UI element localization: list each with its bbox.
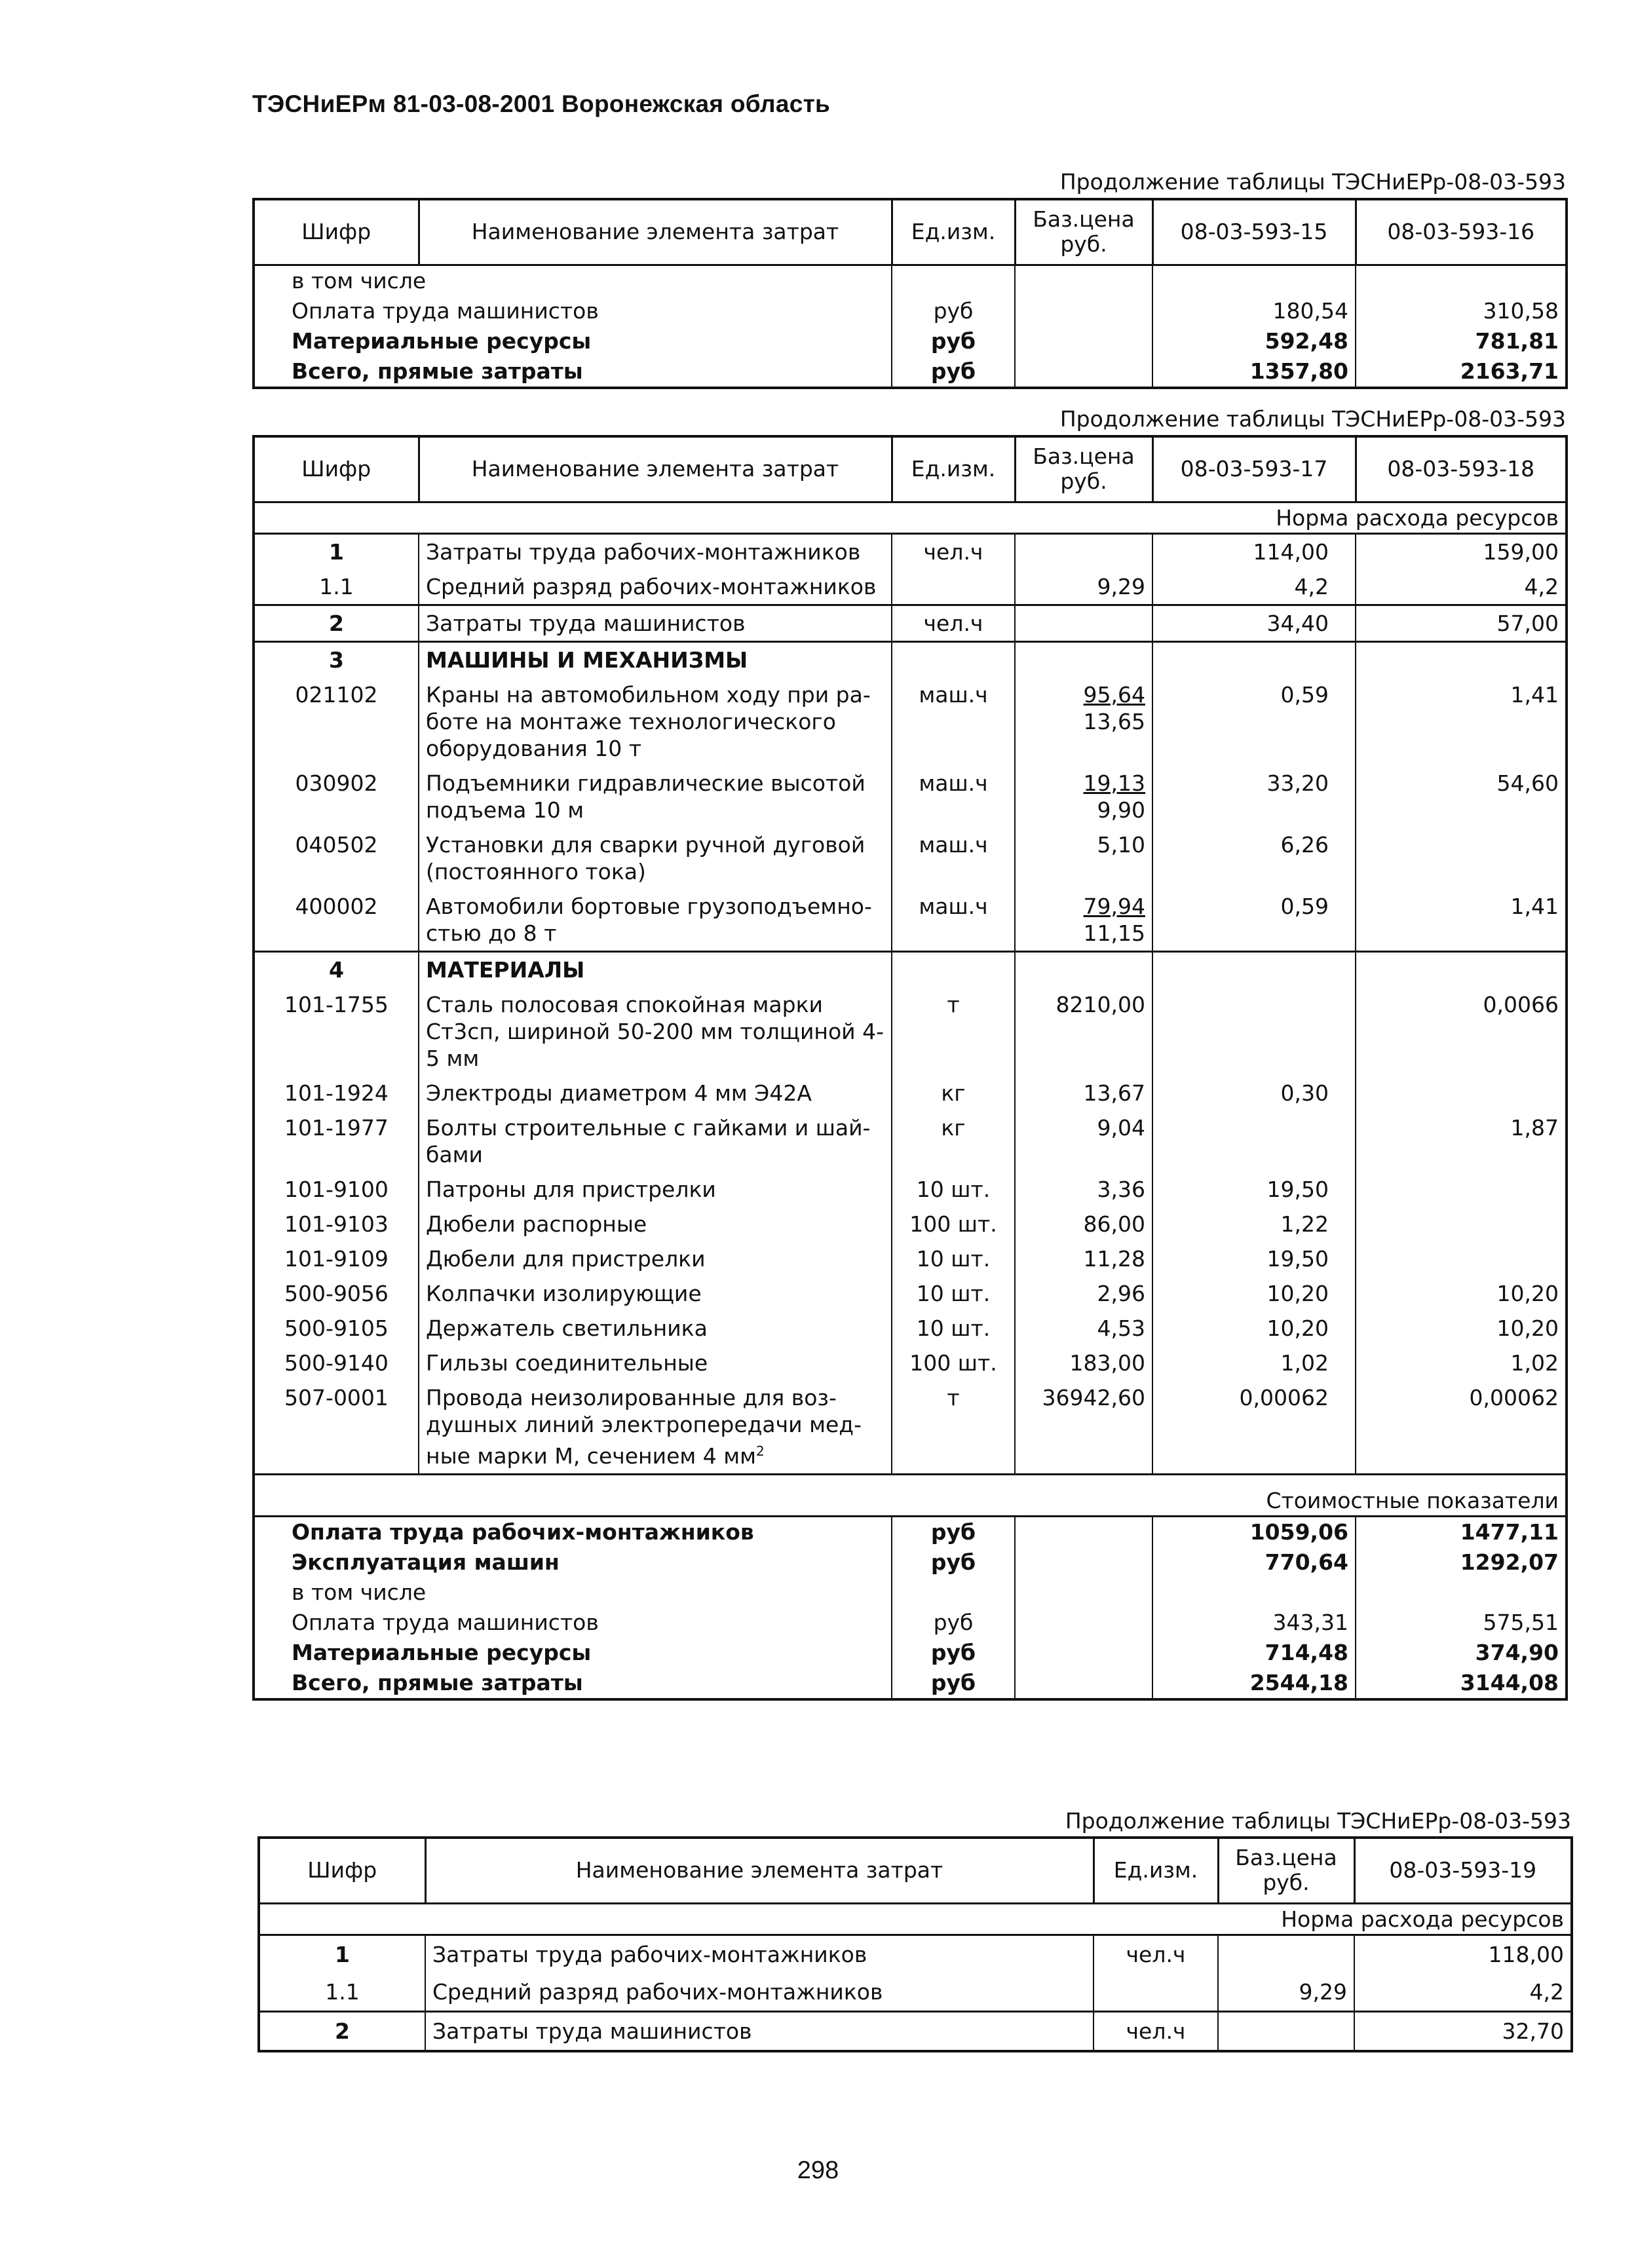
row-value-b: 10,20 <box>1356 1276 1567 1311</box>
table-row <box>254 1346 1567 1380</box>
summary-price <box>1015 1608 1152 1638</box>
table-row <box>254 1172 1567 1207</box>
summary-label: Оплата труда рабочих-монтажников <box>254 1516 892 1547</box>
row-code: 1.1 <box>319 573 354 599</box>
table-593-17-18 <box>252 435 1568 1701</box>
row-value-b: 1,02 <box>1356 1346 1567 1380</box>
row-unit: чел.ч <box>892 605 1015 641</box>
row-price-main: 11,28 <box>1083 1245 1145 1272</box>
table-row <box>254 641 1567 677</box>
continuation-label: Продолжение таблицы ТЭСНиЕРр-08-03-593 <box>1065 1808 1571 1834</box>
row-name <box>419 1380 892 1475</box>
row-unit: маш.ч <box>892 766 1015 827</box>
row-price-main: 9,29 <box>1097 573 1145 599</box>
summary-value-a: 343,31 <box>1152 1608 1356 1638</box>
row-name-text: Держатель светильника <box>426 1315 708 1341</box>
table-row <box>259 1935 1572 1973</box>
row-code: 101-9103 <box>284 1211 389 1237</box>
header-col-a: 08-03-593-17 <box>1152 436 1356 502</box>
row-value-b: 1,87 <box>1356 1110 1567 1172</box>
table-row <box>254 1380 1567 1475</box>
row-value-b <box>1356 951 1567 987</box>
summary-value-a: 592,48 <box>1152 326 1356 356</box>
summary-value-a: 2544,18 <box>1152 1668 1356 1699</box>
row-base-price <box>1015 1380 1152 1475</box>
table-row <box>259 1973 1572 2012</box>
row-unit: 10 шт. <box>892 1241 1015 1276</box>
row-value-b: 4,2 <box>1356 569 1567 605</box>
header-code: Шифр <box>254 199 419 265</box>
table-row <box>254 1241 1567 1276</box>
row-value-b <box>1356 1172 1567 1207</box>
summary-value-a <box>1152 1578 1356 1608</box>
row-value-a: 10,20 <box>1152 1276 1356 1311</box>
summary-label: в том числе <box>292 1579 427 1605</box>
continuation-label: Продолжение таблицы ТЭСНиЕРр-08-03-593 <box>1059 406 1566 432</box>
row-name <box>419 987 892 1076</box>
row-value-b: 10,20 <box>1356 1311 1567 1346</box>
row-name-text: МАТЕРИАЛЫ <box>426 956 585 983</box>
row-base-price <box>1015 1207 1152 1241</box>
summary-value-b: 1292,07 <box>1356 1547 1567 1578</box>
row-unit: кг <box>892 1110 1015 1172</box>
row-value-a <box>1152 987 1356 1076</box>
summary-label: в том числе <box>254 265 892 296</box>
summary-row <box>254 1608 1567 1638</box>
table-row <box>254 605 1567 641</box>
row-code: 1 <box>259 1935 425 1973</box>
row-name <box>419 1276 892 1311</box>
row-value-b <box>1356 641 1567 677</box>
summary-label: Всего, прямые затраты <box>292 1669 583 1695</box>
row-code: 101-9100 <box>284 1176 389 1202</box>
summary-unit: руб <box>892 356 1015 388</box>
summary-value-a: 770,64 <box>1152 1547 1356 1578</box>
row-name-text: Затраты труда рабочих-монтажников <box>426 539 861 565</box>
summary-price <box>1015 1516 1152 1547</box>
row-value-b: 159,00 <box>1356 533 1567 569</box>
row-unit: маш.ч <box>892 827 1015 889</box>
row-price-main: 3,36 <box>1097 1176 1145 1202</box>
row-value-a: 0,59 <box>1152 889 1356 952</box>
summary-unit: руб <box>892 1638 1015 1668</box>
row-unit: чел.ч <box>1094 2011 1218 2051</box>
row-price-sub: 13,65 <box>1083 708 1145 734</box>
header-unit: Ед.изм. <box>892 199 1015 265</box>
summary-price <box>1015 356 1152 388</box>
summary-label: Материальные ресурсы <box>292 1639 592 1665</box>
summary-value-b <box>1356 1578 1567 1608</box>
row-unit: чел.ч <box>1094 1935 1218 1973</box>
row-code: 4 <box>254 951 419 987</box>
row-price-main: 13,67 <box>1083 1080 1145 1106</box>
row-value-b: 57,00 <box>1356 605 1567 641</box>
row-value-a <box>1152 951 1356 987</box>
header-code: Шифр <box>259 1838 425 1903</box>
row-unit: 100 шт. <box>892 1346 1015 1380</box>
table-593-19 <box>257 1836 1573 2052</box>
summary-value-a: 1059,06 <box>1152 1516 1356 1547</box>
row-name-text: Провода неизолированные для воз-душных линий электропередачи мед-ные марки М, сечением 4 мм <box>426 1384 862 1469</box>
summary-price <box>1015 1578 1152 1608</box>
row-unit: 10 шт. <box>892 1276 1015 1311</box>
table-593-15-16 <box>252 198 1568 389</box>
table-row <box>254 951 1567 987</box>
summary-price <box>1015 1638 1152 1668</box>
summary-unit <box>892 1578 1015 1608</box>
summary-row <box>254 326 1567 356</box>
norm-label: Норма расхода ресурсов <box>254 502 1567 533</box>
row-value-a <box>1152 1110 1356 1172</box>
table-row <box>254 1110 1567 1172</box>
row-name <box>419 827 892 889</box>
row-unit <box>1094 1973 1218 2012</box>
row-price-sub: 11,15 <box>1083 920 1145 946</box>
row-name-text: Дюбели распорные <box>426 1211 647 1237</box>
row-name <box>419 1076 892 1110</box>
row-value-a: 114,00 <box>1152 533 1356 569</box>
row-name <box>419 889 892 952</box>
summary-label: Оплата труда машинистов <box>292 1609 599 1635</box>
row-code: 030902 <box>295 770 378 796</box>
row-name <box>419 766 892 827</box>
row-code: 3 <box>254 641 419 677</box>
row-code: 400002 <box>295 893 378 919</box>
summary-row <box>254 356 1567 388</box>
row-value-b <box>1356 827 1567 889</box>
summary-row <box>254 265 1567 296</box>
summary-label: Всего, прямые затраты <box>292 358 583 384</box>
row-name-text: Колпачки изолирующие <box>426 1280 702 1306</box>
norm-label: Норма расхода ресурсов <box>259 1903 1572 1935</box>
header-col-b: 08-03-593-16 <box>1356 199 1567 265</box>
row-base-price <box>1015 1241 1152 1276</box>
row-name <box>419 605 892 641</box>
header-col-a: 08-03-593-15 <box>1152 199 1356 265</box>
row-value-a: 19,50 <box>1152 1172 1356 1207</box>
row-base-price <box>1015 1346 1152 1380</box>
summary-value-b: 575,51 <box>1356 1608 1567 1638</box>
header-unit: Ед.изм. <box>892 436 1015 502</box>
row-unit: чел.ч <box>892 533 1015 569</box>
row-name-text: Электроды диаметром 4 мм Э42А <box>426 1080 812 1106</box>
table-row <box>254 1311 1567 1346</box>
summary-value-b: 310,58 <box>1356 296 1567 326</box>
row-name-text: Гильзы соединительные <box>426 1350 708 1376</box>
row-value-a: 118,00 <box>1354 1935 1572 1973</box>
row-unit: кг <box>892 1076 1015 1110</box>
header-base-price: Баз.цена руб. <box>1218 1838 1354 1903</box>
row-code: 2 <box>254 605 419 641</box>
table-row <box>259 2011 1572 2051</box>
row-name-text: Болты строительные с гайками и шай-бами <box>426 1114 871 1167</box>
row-value-a: 0,59 <box>1152 677 1356 766</box>
row-price-main: 8210,00 <box>1056 991 1145 1017</box>
row-name <box>419 951 892 987</box>
summary-price <box>1015 1547 1152 1578</box>
summary-label: Эксплуатация машин <box>292 1549 560 1575</box>
row-code: 1 <box>254 533 419 569</box>
page-number: 298 <box>797 2157 839 2184</box>
row-name <box>419 1172 892 1207</box>
row-code: 040502 <box>295 831 378 858</box>
continuation-label: Продолжение таблицы ТЭСНиЕРр-08-03-593 <box>1059 169 1566 195</box>
summary-row <box>254 1668 1567 1699</box>
row-base-price <box>1015 569 1152 605</box>
row-name <box>419 1311 892 1346</box>
row-price-main: 95,64 <box>1083 681 1145 708</box>
row-unit: 10 шт. <box>892 1172 1015 1207</box>
summary-value-b <box>1356 265 1567 296</box>
summary-value-a: 714,48 <box>1152 1638 1356 1668</box>
row-value-a: 4,2 <box>1152 569 1356 605</box>
row-price-main: 4,53 <box>1097 1315 1145 1341</box>
row-unit <box>892 569 1015 605</box>
row-base-price <box>1015 1110 1152 1172</box>
row-base-price <box>1015 1172 1152 1207</box>
row-name <box>419 1110 892 1172</box>
cost-label: Стоимостные показатели <box>254 1474 1567 1516</box>
row-base-price <box>1015 1076 1152 1110</box>
row-name-text: МАШИНЫ И МЕХАНИЗМЫ <box>426 647 748 673</box>
row-value-b <box>1356 1207 1567 1241</box>
row-value-b: 1,41 <box>1356 677 1567 766</box>
summary-price <box>1015 326 1152 356</box>
header-col-a: 08-03-593-19 <box>1354 1838 1572 1903</box>
row-value-a: 19,50 <box>1152 1241 1356 1276</box>
table-row <box>254 766 1567 827</box>
row-value-a: 1,22 <box>1152 1207 1356 1241</box>
row-unit: 100 шт. <box>892 1207 1015 1241</box>
row-name-text: Затраты труда машинистов <box>426 610 746 636</box>
cost-label-row <box>254 1474 1567 1516</box>
row-unit: 10 шт. <box>892 1311 1015 1346</box>
row-base-price <box>1015 951 1152 987</box>
summary-unit: руб <box>892 296 1015 326</box>
row-name: Средний разряд рабочих-монтажников <box>425 1973 1094 2012</box>
row-price-main: 5,10 <box>1097 831 1145 858</box>
row-base-price <box>1218 1935 1354 1973</box>
row-name-text: Краны на автомобильном ходу при ра-боте на монтаже технологического оборудования 10 т <box>426 681 871 761</box>
row-name-text: Установки для сварки ручной дуговой (постоянного тока) <box>426 831 866 884</box>
row-code: 021102 <box>295 681 378 708</box>
row-code: 101-1977 <box>284 1114 389 1141</box>
table-row <box>254 533 1567 569</box>
row-price-main: 79,94 <box>1083 893 1145 919</box>
row-price-main: 9,04 <box>1097 1114 1145 1141</box>
header-name: Наименование элемента затрат <box>419 436 892 502</box>
row-price-main: 2,96 <box>1097 1280 1145 1306</box>
row-name <box>419 641 892 677</box>
row-code: 500-9105 <box>284 1315 389 1341</box>
row-unit <box>892 641 1015 677</box>
row-value-a: 32,70 <box>1354 2011 1572 2051</box>
row-name-text: Средний разряд рабочих-монтажников <box>426 573 877 599</box>
row-base-price <box>1015 605 1152 641</box>
row-name <box>419 569 892 605</box>
summary-row <box>254 1578 1567 1608</box>
header-code: Шифр <box>254 436 419 502</box>
row-value-a: 1,02 <box>1152 1346 1356 1380</box>
row-base-price <box>1015 827 1152 889</box>
row-base-price <box>1015 641 1152 677</box>
summary-unit <box>892 265 1015 296</box>
summary-label: Материальные ресурсы <box>292 328 592 354</box>
row-base-price <box>1015 677 1152 766</box>
summary-value-a: 1357,80 <box>1152 356 1356 388</box>
summary-row <box>254 1547 1567 1578</box>
summary-price <box>1015 1668 1152 1699</box>
table-row <box>254 569 1567 605</box>
row-code: 507-0001 <box>284 1384 389 1410</box>
row-name-text: Дюбели для пристрелки <box>426 1245 706 1272</box>
row-unit: маш.ч <box>892 889 1015 952</box>
row-base-price <box>1218 2011 1354 2051</box>
row-unit <box>892 951 1015 987</box>
table-row <box>254 1076 1567 1110</box>
row-unit: т <box>892 1380 1015 1475</box>
row-value-a: 34,40 <box>1152 605 1356 641</box>
summary-value-b: 1477,11 <box>1356 1516 1567 1547</box>
summary-value-b: 3144,08 <box>1356 1668 1567 1699</box>
row-base-price <box>1015 1276 1152 1311</box>
row-price-sub: 9,90 <box>1097 797 1145 823</box>
summary-unit: руб <box>892 1547 1015 1578</box>
table-row <box>254 889 1567 952</box>
row-value-a: 33,20 <box>1152 766 1356 827</box>
row-value-a: 10,20 <box>1152 1311 1356 1346</box>
row-name-text: Подъемники гидравлические высотой подъема 10 м <box>426 770 866 823</box>
summary-value-b: 781,81 <box>1356 326 1567 356</box>
row-base-price <box>1015 1311 1152 1346</box>
summary-value-b: 374,90 <box>1356 1638 1567 1668</box>
summary-row <box>254 1638 1567 1668</box>
row-name <box>419 1207 892 1241</box>
table-row <box>254 827 1567 889</box>
summary-value-b: 2163,71 <box>1356 356 1567 388</box>
summary-unit: руб <box>892 1608 1015 1638</box>
row-name: Затраты труда рабочих-монтажников <box>425 1935 1094 1973</box>
row-price-main: 183,00 <box>1069 1350 1145 1376</box>
summary-label: Оплата труда машинистов <box>292 297 599 324</box>
row-value-a: 0,30 <box>1152 1076 1356 1110</box>
row-name: Затраты труда машинистов <box>425 2011 1094 2051</box>
row-name <box>419 533 892 569</box>
row-price-main: 86,00 <box>1083 1211 1145 1237</box>
summary-price <box>1015 296 1152 326</box>
row-value-b <box>1356 1076 1567 1110</box>
row-base-price <box>1015 987 1152 1076</box>
header-name: Наименование элемента затрат <box>425 1838 1094 1903</box>
row-price-main: 36942,60 <box>1042 1384 1145 1410</box>
row-value-b <box>1356 1241 1567 1276</box>
row-name-text: Патроны для пристрелки <box>426 1176 716 1202</box>
row-price-main: 19,13 <box>1083 770 1145 796</box>
row-value-b: 54,60 <box>1356 766 1567 827</box>
row-base-price <box>1015 889 1152 952</box>
summary-value-a: 180,54 <box>1152 296 1356 326</box>
header-base-price: Баз.цена руб. <box>1015 199 1152 265</box>
summary-value-a <box>1152 265 1356 296</box>
header-name: Наименование элемента затрат <box>419 199 892 265</box>
table-row <box>254 1207 1567 1241</box>
summary-unit: руб <box>892 1668 1015 1699</box>
header-unit: Ед.изм. <box>1094 1838 1218 1903</box>
row-code: 500-9056 <box>284 1280 389 1306</box>
row-name-text: Автомобили бортовые грузоподъемно-стью до 8 т <box>426 893 872 946</box>
summary-unit: руб <box>892 326 1015 356</box>
row-name <box>419 1346 892 1380</box>
row-value-b: 1,41 <box>1356 889 1567 952</box>
row-name <box>419 677 892 766</box>
table-row <box>254 1276 1567 1311</box>
table-row <box>254 677 1567 766</box>
row-code: 1.1 <box>325 1978 360 2005</box>
row-name-superscript: 2 <box>756 1443 765 1459</box>
summary-unit: руб <box>892 1516 1015 1547</box>
row-base-price <box>1015 766 1152 827</box>
summary-row <box>254 1516 1567 1547</box>
summary-price <box>1015 265 1152 296</box>
row-base-price: 9,29 <box>1218 1973 1354 2012</box>
row-name <box>419 1241 892 1276</box>
row-value-a <box>1152 641 1356 677</box>
row-code: 101-1924 <box>284 1080 389 1106</box>
row-value-a: 6,26 <box>1152 827 1356 889</box>
row-base-price <box>1015 533 1152 569</box>
table-row <box>254 987 1567 1076</box>
row-code: 500-9140 <box>284 1350 389 1376</box>
summary-row <box>254 296 1567 326</box>
row-value-a: 4,2 <box>1354 1973 1572 2012</box>
row-value-b: 0,00062 <box>1356 1380 1567 1475</box>
row-code: 2 <box>259 2011 425 2051</box>
row-name-text: Сталь полосовая спокойная марки Ст3сп, шириной 50-200 мм толщиной 4-5 мм <box>426 991 884 1071</box>
page-header: ТЭСНиЕРм 81-03-08-2001 Воронежская область <box>252 90 831 117</box>
header-col-b: 08-03-593-18 <box>1356 436 1567 502</box>
row-value-a: 0,00062 <box>1152 1380 1356 1475</box>
row-unit: маш.ч <box>892 677 1015 766</box>
row-code: 101-1755 <box>284 991 389 1017</box>
row-unit: т <box>892 987 1015 1076</box>
row-code: 101-9109 <box>284 1245 389 1272</box>
row-value-b: 0,0066 <box>1356 987 1567 1076</box>
header-base-price: Баз.цена руб. <box>1015 436 1152 502</box>
